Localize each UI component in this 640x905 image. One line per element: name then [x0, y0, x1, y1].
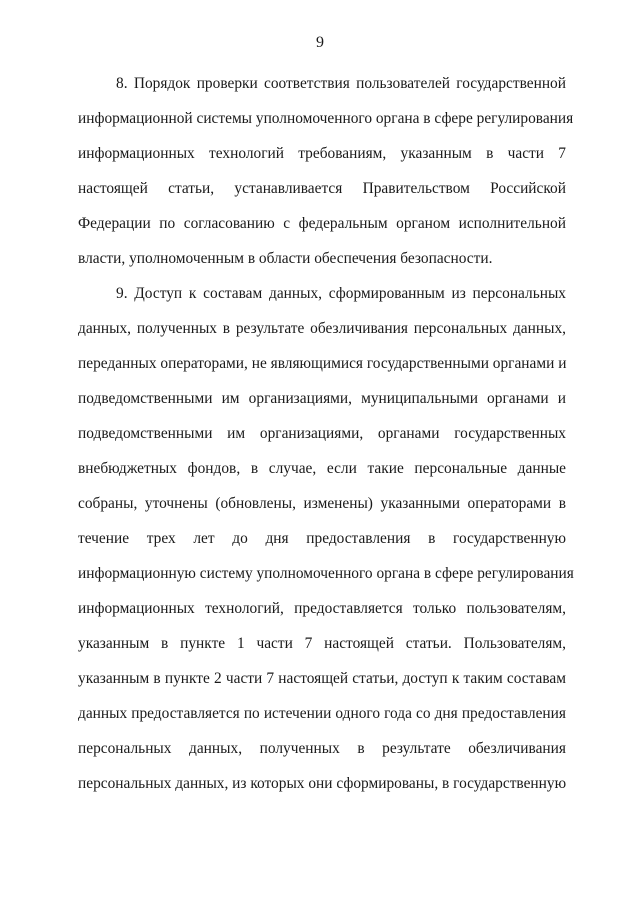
- paragraph-9-line-3: переданных операторами, не являющимися государственными органами и: [78, 355, 567, 372]
- paragraph-9-line-14: персональных данных, полученных в результате обезличивания: [78, 740, 566, 757]
- paragraph-9-line-12: указанным в пункте 2 части 7 настоящей статьи, доступ к таким составам: [78, 670, 566, 687]
- paragraph-9-line-2: данных, полученных в результате обезличивания персональных данных,: [78, 320, 566, 337]
- paragraph-9-line-13: данных предоставляется по истечении одного года со дня предоставления: [78, 705, 566, 722]
- paragraph-8-line-3: информационных технологий требованиям, указанным в части 7: [78, 145, 566, 162]
- paragraph-9-line-5: подведомственными им организациями, органами государственных: [78, 425, 566, 442]
- paragraph-9-line-7: собраны, уточнены (обновлены, изменены) указанными операторами в: [78, 495, 566, 512]
- paragraph-9-line-9: информационную систему уполномоченного органа в сфере регулирования: [78, 565, 574, 582]
- paragraph-8-line-2: информационной системы уполномоченного органа в сфере регулирования: [78, 110, 574, 127]
- paragraph-9-line-1: 9. Доступ к составам данных, сформированным из персональных: [116, 285, 566, 302]
- paragraph-9-line-4: подведомственными им организациями, муниципальными органами и: [78, 390, 566, 407]
- paragraph-9-line-15: персональных данных, из которых они сформированы, в государственную: [78, 775, 567, 792]
- page-number: 9: [316, 34, 324, 51]
- paragraph-8-line-1: 8. Порядок проверки соответствия пользователей государственной: [116, 75, 566, 92]
- paragraph-8-line-5: Федерации по согласованию с федеральным органом исполнительной: [78, 215, 566, 232]
- paragraph-8-line-4: настоящей статьи, устанавливается Правительством Российской: [78, 180, 566, 197]
- paragraph-9-line-10: информационных технологий, предоставляется только пользователям,: [78, 600, 566, 617]
- paragraph-9-line-6: внебюджетных фондов, в случае, если такие персональные данные: [78, 460, 566, 477]
- paragraph-9-line-11: указанным в пункте 1 части 7 настоящей статьи. Пользователям,: [78, 635, 566, 652]
- paragraph-8-line-6: власти, уполномоченным в области обеспечения безопасности.: [78, 250, 493, 267]
- paragraph-9-line-8: течение трех лет до дня предоставления в государственную: [78, 530, 566, 547]
